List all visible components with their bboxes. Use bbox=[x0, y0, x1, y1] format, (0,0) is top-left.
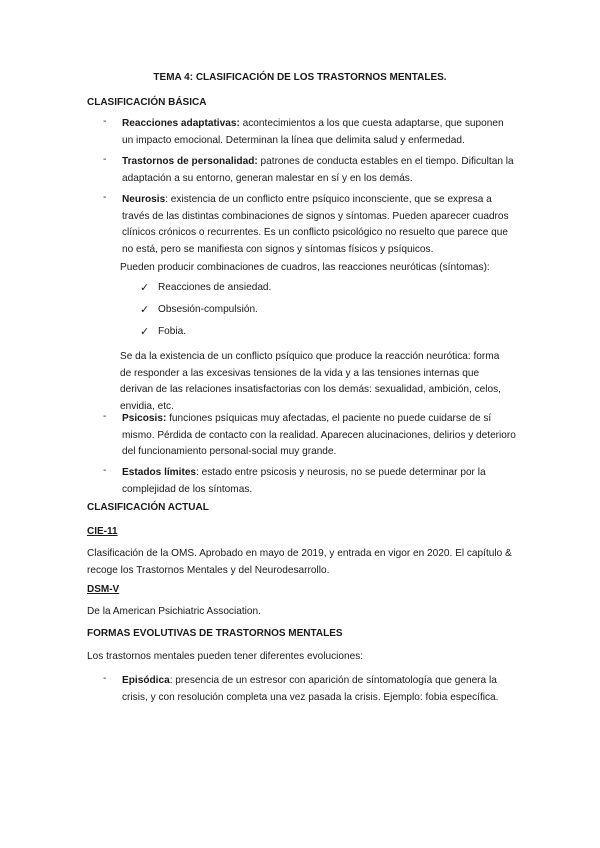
term: Neurosis bbox=[122, 194, 166, 205]
checklist-text: Fobia. bbox=[158, 326, 187, 337]
list-item-text bbox=[122, 154, 517, 187]
checkmark-icon: ✓ bbox=[140, 282, 150, 294]
definition: : existencia de un conflicto entre psíquico inconsciente, que se expresa a través de las distintas combinaciones de signos y síntomas. Pueden aparecer cuadros clínicos crónicos o recurrentes. Es un conflicto psicológico no resuelto que parece que no está, pero se manifiesta con signos y síntomas físicos y psíquicos. bbox=[122, 194, 509, 255]
neurosis-explanation: Se da la existencia de un conflicto psíquico que produce la reacción neurótica: forma de responder a las excesivas tensiones de la vida y a las tensiones internas que derivan de las relaciones insatisfactorias con los demás: sexualidad, ambición, celos, envidia, etc. bbox=[120, 351, 501, 412]
document-title: TEMA 4: CLASIFICACIÓN DE LOS TRASTORNOS MENTALES. bbox=[153, 72, 447, 83]
neurosis-intro: Pueden producir combinaciones de cuadros, las reacciones neuróticas (síntomas): bbox=[120, 262, 490, 273]
section-heading-evolutive: FORMAS EVOLUTIVAS DE TRASTORNOS MENTALES bbox=[87, 628, 343, 639]
term: Episódica bbox=[122, 675, 170, 686]
dsm-heading: DSM-V bbox=[87, 584, 120, 595]
definition: patrones de conducta estables en el tiempo. Dificultan la adaptación a su entorno, generan malestar en sí y en los demás. bbox=[122, 156, 514, 184]
checkmark-icon: ✓ bbox=[140, 304, 150, 316]
evolutive-intro: Los trastornos mentales pueden tener diferentes evoluciones: bbox=[87, 651, 364, 662]
term: Psicosis: bbox=[122, 413, 167, 424]
checklist-text: Reacciones de ansiedad. bbox=[158, 282, 272, 293]
section-heading-basic: CLASIFICACIÓN BÁSICA bbox=[87, 97, 207, 108]
definition: funciones psíquicas muy afectadas, el paciente no puede cuidarse de sí mismo. Pérdida de contacto con la realidad. Aparecen alucinaciones, delirios y deterioro del funcionamiento personal-social muy grande. bbox=[122, 413, 516, 457]
list-item-text bbox=[122, 465, 517, 498]
dsm-text: De la American Psichiatric Association. bbox=[87, 606, 261, 617]
definition: acontecimientos a los que cuesta adaptarse, que suponen un impacto emocional. Determinan la línea que delimita salud y enfermedad. bbox=[122, 118, 504, 146]
list-item-text bbox=[122, 192, 517, 258]
cie-text: Clasificación de la OMS. Aprobado en mayo de 2019, y entrada en vigor en 2020. El capítulo & recoge los Trastornos Mentales y del Neurodesarrollo. bbox=[87, 548, 512, 576]
section-heading-actual: CLASIFICACIÓN ACTUAL bbox=[87, 502, 209, 513]
term: Reacciones adaptativas: bbox=[122, 118, 240, 129]
list-item-text bbox=[122, 116, 517, 149]
term: Trastornos de personalidad: bbox=[122, 156, 258, 167]
bullet-dash: - bbox=[103, 154, 107, 165]
bullet-dash: - bbox=[103, 673, 107, 684]
definition: : presencia de un estresor con aparición de síntomatología que genera la crisis, y con resolución completa una vez pasada la crisis. Ejemplo: fobia específica. bbox=[122, 675, 499, 703]
cie-heading: CIE-11 bbox=[87, 526, 118, 537]
checkmark-icon: ✓ bbox=[140, 326, 150, 338]
list-item-text bbox=[122, 673, 517, 706]
bullet-dash: - bbox=[103, 465, 107, 476]
term: Estados límites bbox=[122, 467, 197, 478]
checklist-text: Obsesión-compulsión. bbox=[158, 304, 258, 315]
bullet-dash: - bbox=[103, 411, 107, 422]
list-item-text bbox=[122, 411, 517, 461]
definition: : estado entre psicosis y neurosis, no se puede determinar por la complejidad de los síntomas. bbox=[122, 467, 486, 495]
bullet-dash: - bbox=[103, 116, 107, 127]
bullet-dash: - bbox=[103, 192, 107, 203]
